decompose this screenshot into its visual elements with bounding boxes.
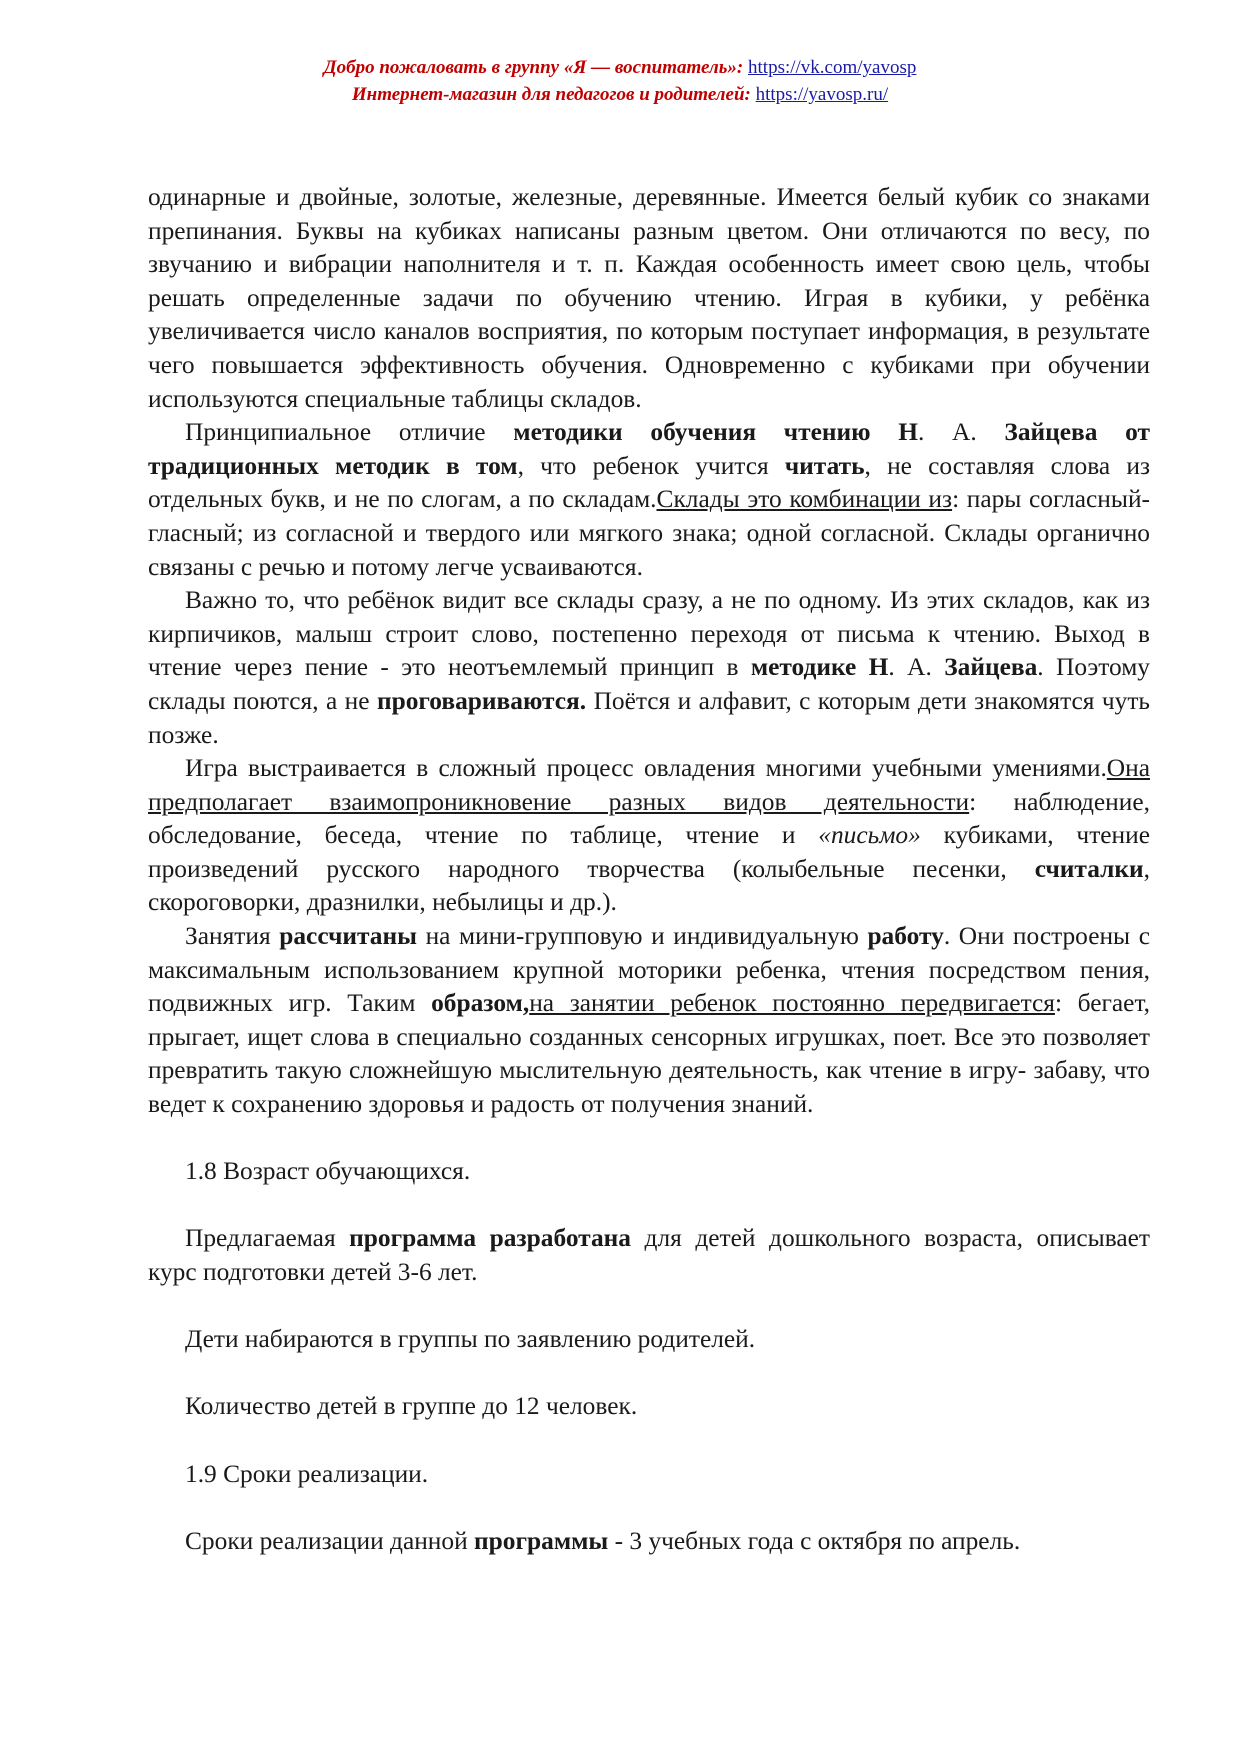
paragraph-singing <box>148 584 1150 752</box>
page-header <box>0 54 1240 108</box>
text-run: Занятия <box>185 922 280 951</box>
text-run: Важно то, что ребёнок видит все склады сразу, а не по одному. Из этих складов, как из кирпичиков, малыш строит слово, постепенно переходя от письма к чтению. Выход в чтение через пение - это неотъемлемый принцип в <box>148 586 1150 682</box>
text-run: Игра выстраивается в сложный процесс овладения многими учебными умениями. <box>185 754 1107 783</box>
underlined-run: на занятии ребенок постоянно передвигается <box>529 989 1055 1018</box>
spacer <box>148 1290 1150 1324</box>
bold-run: программа разработана <box>349 1224 631 1253</box>
bold-run: программы <box>474 1526 609 1555</box>
text-run: для детей дошкольного возраста, описывает курс подготовки детей 3-6 лет. <box>148 1224 1150 1286</box>
header-line-1 <box>0 54 1240 81</box>
paragraph-enrollment: Дети набираются в группы по заявлению родителей. <box>185 1325 756 1354</box>
text-run: . А. <box>917 418 1005 447</box>
text-run: Предлагаемая <box>185 1224 350 1253</box>
text-run: . Поэтому склады поются, а не <box>148 653 1150 715</box>
bold-run: работу <box>867 922 944 951</box>
text-run: . Они построены с максимальным использованием крупной моторики ребенка, чтения посредством пения, подвижных игр. Таким <box>148 922 1150 1018</box>
text-run: . А. <box>888 653 945 682</box>
document-body <box>148 181 1150 1558</box>
paragraph-cubes: одинарные и двойные, золотые, железные, деревянные. Имеется белый кубик со знаками препинания. Буквы на кубиках написаны разным цветом. Они отличаются по весу, по звучанию и вибрации наполнителя и т. п. Каждая особенность имеет свою цель, чтобы решать определенные задачи по обучению чтению. Играя в кубики, у ребёнка увеличивается число каналов восприятия, по которым поступает информация, в результате чего повышается эффективность обучения. Одновременно с кубиками при обучении используются специальные таблицы складов. <box>148 183 1150 413</box>
paragraph-game <box>148 752 1150 920</box>
section-heading-age: 1.8 Возраст обучающихся. <box>185 1157 471 1186</box>
header-line-2 <box>0 81 1240 108</box>
text-run: Поётся и алфавит, с которым дети знакомятся чуть позже. <box>148 686 1150 749</box>
text-run: - 3 учебных года с октября по апрель. <box>608 1526 1021 1555</box>
spacer <box>148 1424 1150 1458</box>
text-run: : пары согласный-гласный; из согласной и твердого или мягкого знака; одной согласной. Склады органично связаны с речью и потому легче усваиваются. <box>148 485 1150 581</box>
paragraph-method-difference <box>148 416 1150 584</box>
text-run: : бегает, прыгает, ищет слова в специально созданных сенсорных игрушках, поет. Все это позволяет превратить такую сложнейшую мыслительную деятельность, как чтение в игру- забаву, что ведет к сохранению здоровья и радость от получения знаний. <box>148 989 1150 1119</box>
bold-run: методике Н <box>750 653 889 682</box>
text-run: , не составляя слова из отдельных букв, и не по слогам, а по складам. <box>148 451 1150 514</box>
bold-run: читать <box>784 451 865 480</box>
bold-run: считалки <box>1034 854 1144 883</box>
paragraph-group-size: Количество детей в группе до 12 человек. <box>185 1392 638 1421</box>
bold-run: проговариваются. <box>376 686 587 715</box>
text-run: кубиками, чтение произведений русского народного творчества (колыбельные песенки, <box>148 821 1151 883</box>
paragraph-program <box>148 1222 1150 1289</box>
text-run: , что ребенок учится <box>517 451 785 480</box>
underlined-run: Склады это комбинации из <box>656 485 953 514</box>
bold-run: методики обучения чтению Н <box>513 418 918 447</box>
text-run: на мини-групповую и индивидуальную <box>416 922 868 951</box>
spacer <box>148 1357 1150 1391</box>
text-run: Принципиальное отличие <box>185 418 514 447</box>
bold-run: Зайцева от традиционных методик в том <box>148 418 1150 480</box>
shop-link[interactable]: https://yavosp.ru/ <box>755 84 889 105</box>
italic-run: «письмо» <box>818 821 921 850</box>
bold-run: образом, <box>431 989 530 1018</box>
section-heading-terms: 1.9 Сроки реализации. <box>185 1459 429 1488</box>
spacer <box>148 1491 1150 1525</box>
underlined-run: Она предполагает взаимопроникновение разных видов деятельности <box>148 754 1150 816</box>
text-run: , скороговорки, дразнилки, небылицы и др.). <box>148 854 1150 917</box>
shop-label: Интернет-магазин для педагогов и родителей: <box>351 84 751 105</box>
bold-run: рассчитаны <box>279 922 417 951</box>
paragraph-terms <box>148 1525 1150 1559</box>
bold-run: Зайцева <box>944 653 1038 682</box>
vk-group-link[interactable]: https://vk.com/yavosp <box>748 57 917 78</box>
paragraph-lessons <box>148 920 1150 1122</box>
group-invite-label: Добро пожаловать в группу «Я — воспитатель»: <box>323 57 744 78</box>
text-run: Сроки реализации данной <box>185 1526 475 1555</box>
spacer <box>148 1189 1150 1223</box>
text-run: : наблюдение, обследование, беседа, чтение по таблице, чтение и <box>148 787 1150 850</box>
spacer <box>148 1122 1150 1156</box>
